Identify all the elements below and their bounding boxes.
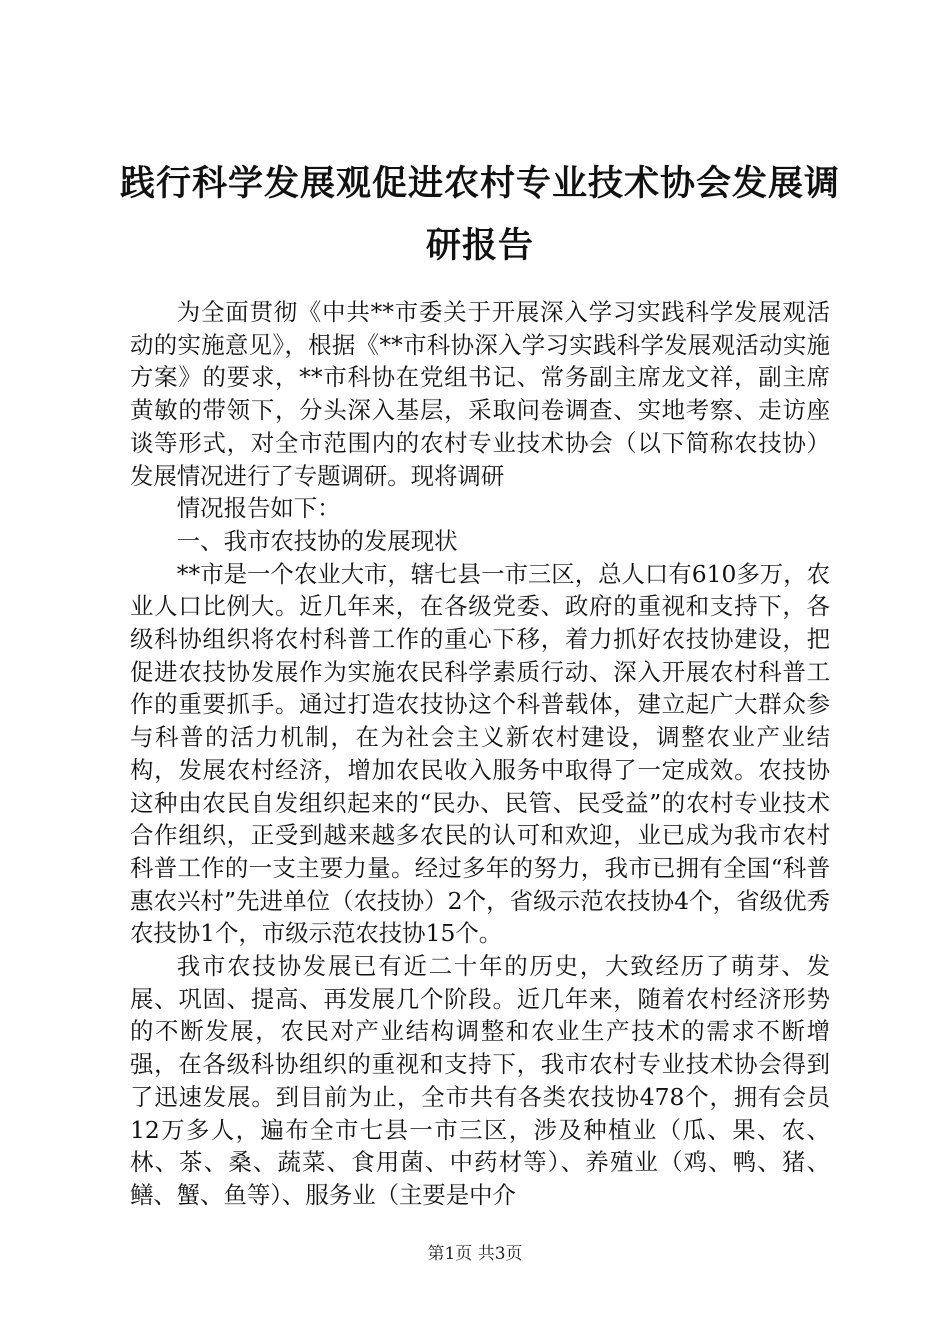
page-footer: 第1页 共3页: [427, 1244, 523, 1264]
document-title-line-2: 研报告: [425, 225, 534, 266]
paragraph-intro-continued: 情况报告如下：: [176, 494, 341, 523]
section-heading: 一、我市农技协的发展现状: [176, 526, 458, 555]
document-body: [130, 296, 830, 1212]
paragraph-history: 我市农技协发展已有近二十年的历史，大致经历了萌芽、发展、巩固、提高、再发展几个阶段。近几年来，随着农村经济形势的不断发展，农民对产业结构调整和农业生产技术的需求不断增强，在各级科协组织的重视和支持下，我市农村专业技术协会得到了迅速发展。到目前为止，全市共有各类农技协478个，拥有会员12万多人，遍布全市七县一市三区，涉及种植业（瓜、果、农、林、茶、桑、蔬菜、食用菌、中药材等）、养殖业（鸡、鸭、猪、鳝、蟹、鱼等）、服务业（主要是中介: [130, 952, 830, 1209]
document-title-line-1: 践行科学发展观促进农村专业技术协会发展调: [119, 163, 840, 204]
paragraph-intro: 为全面贯彻《中共**市委关于开展深入学习实践科学发展观活动的实施意见》，根据《**市科协深入学习实践科学发展观活动实施方案》的要求，**市科协在党组书记、常务副主席龙文祥，副主席黄敏的带领下，分头深入基层，采取问卷调查、实地考察、走访座谈等形式，对全市范围内的农村专业技术协会（以下简称农技协）发展情况进行了专题调研。现将调研: [130, 298, 830, 490]
paragraph-status: **市是一个农业大市，辖七县一市三区，总人口有610多万，农业人口比例大。近几年来，在各级党委、政府的重视和支持下，各级科协组织将农村科普工作的重心下移，着力抓好农技协建设，把促进农技协发展作为实施农民科学素质行动、深入开展农村科普工作的重要抓手。通过打造农技协这个科普载体，建立起广大群众参与科普的活力机制，在为社会主义新农村建设，调整农业产业结构，发展农村经济，增加农民收入服务中取得了一定成效。农技协这种由农民自发组织起来的“民办、民管、民受益”的农村专业技术合作组织，正受到越来越多农民的认可和欢迎，业已成为我市农村科普工作的一支主要力量。经过多年的努力，我市已拥有全国“科普惠农兴村”先进单位（农技协）2个，省级示范农技协4个，省级优秀农技协1个，市级示范农技协15个。: [130, 559, 830, 948]
